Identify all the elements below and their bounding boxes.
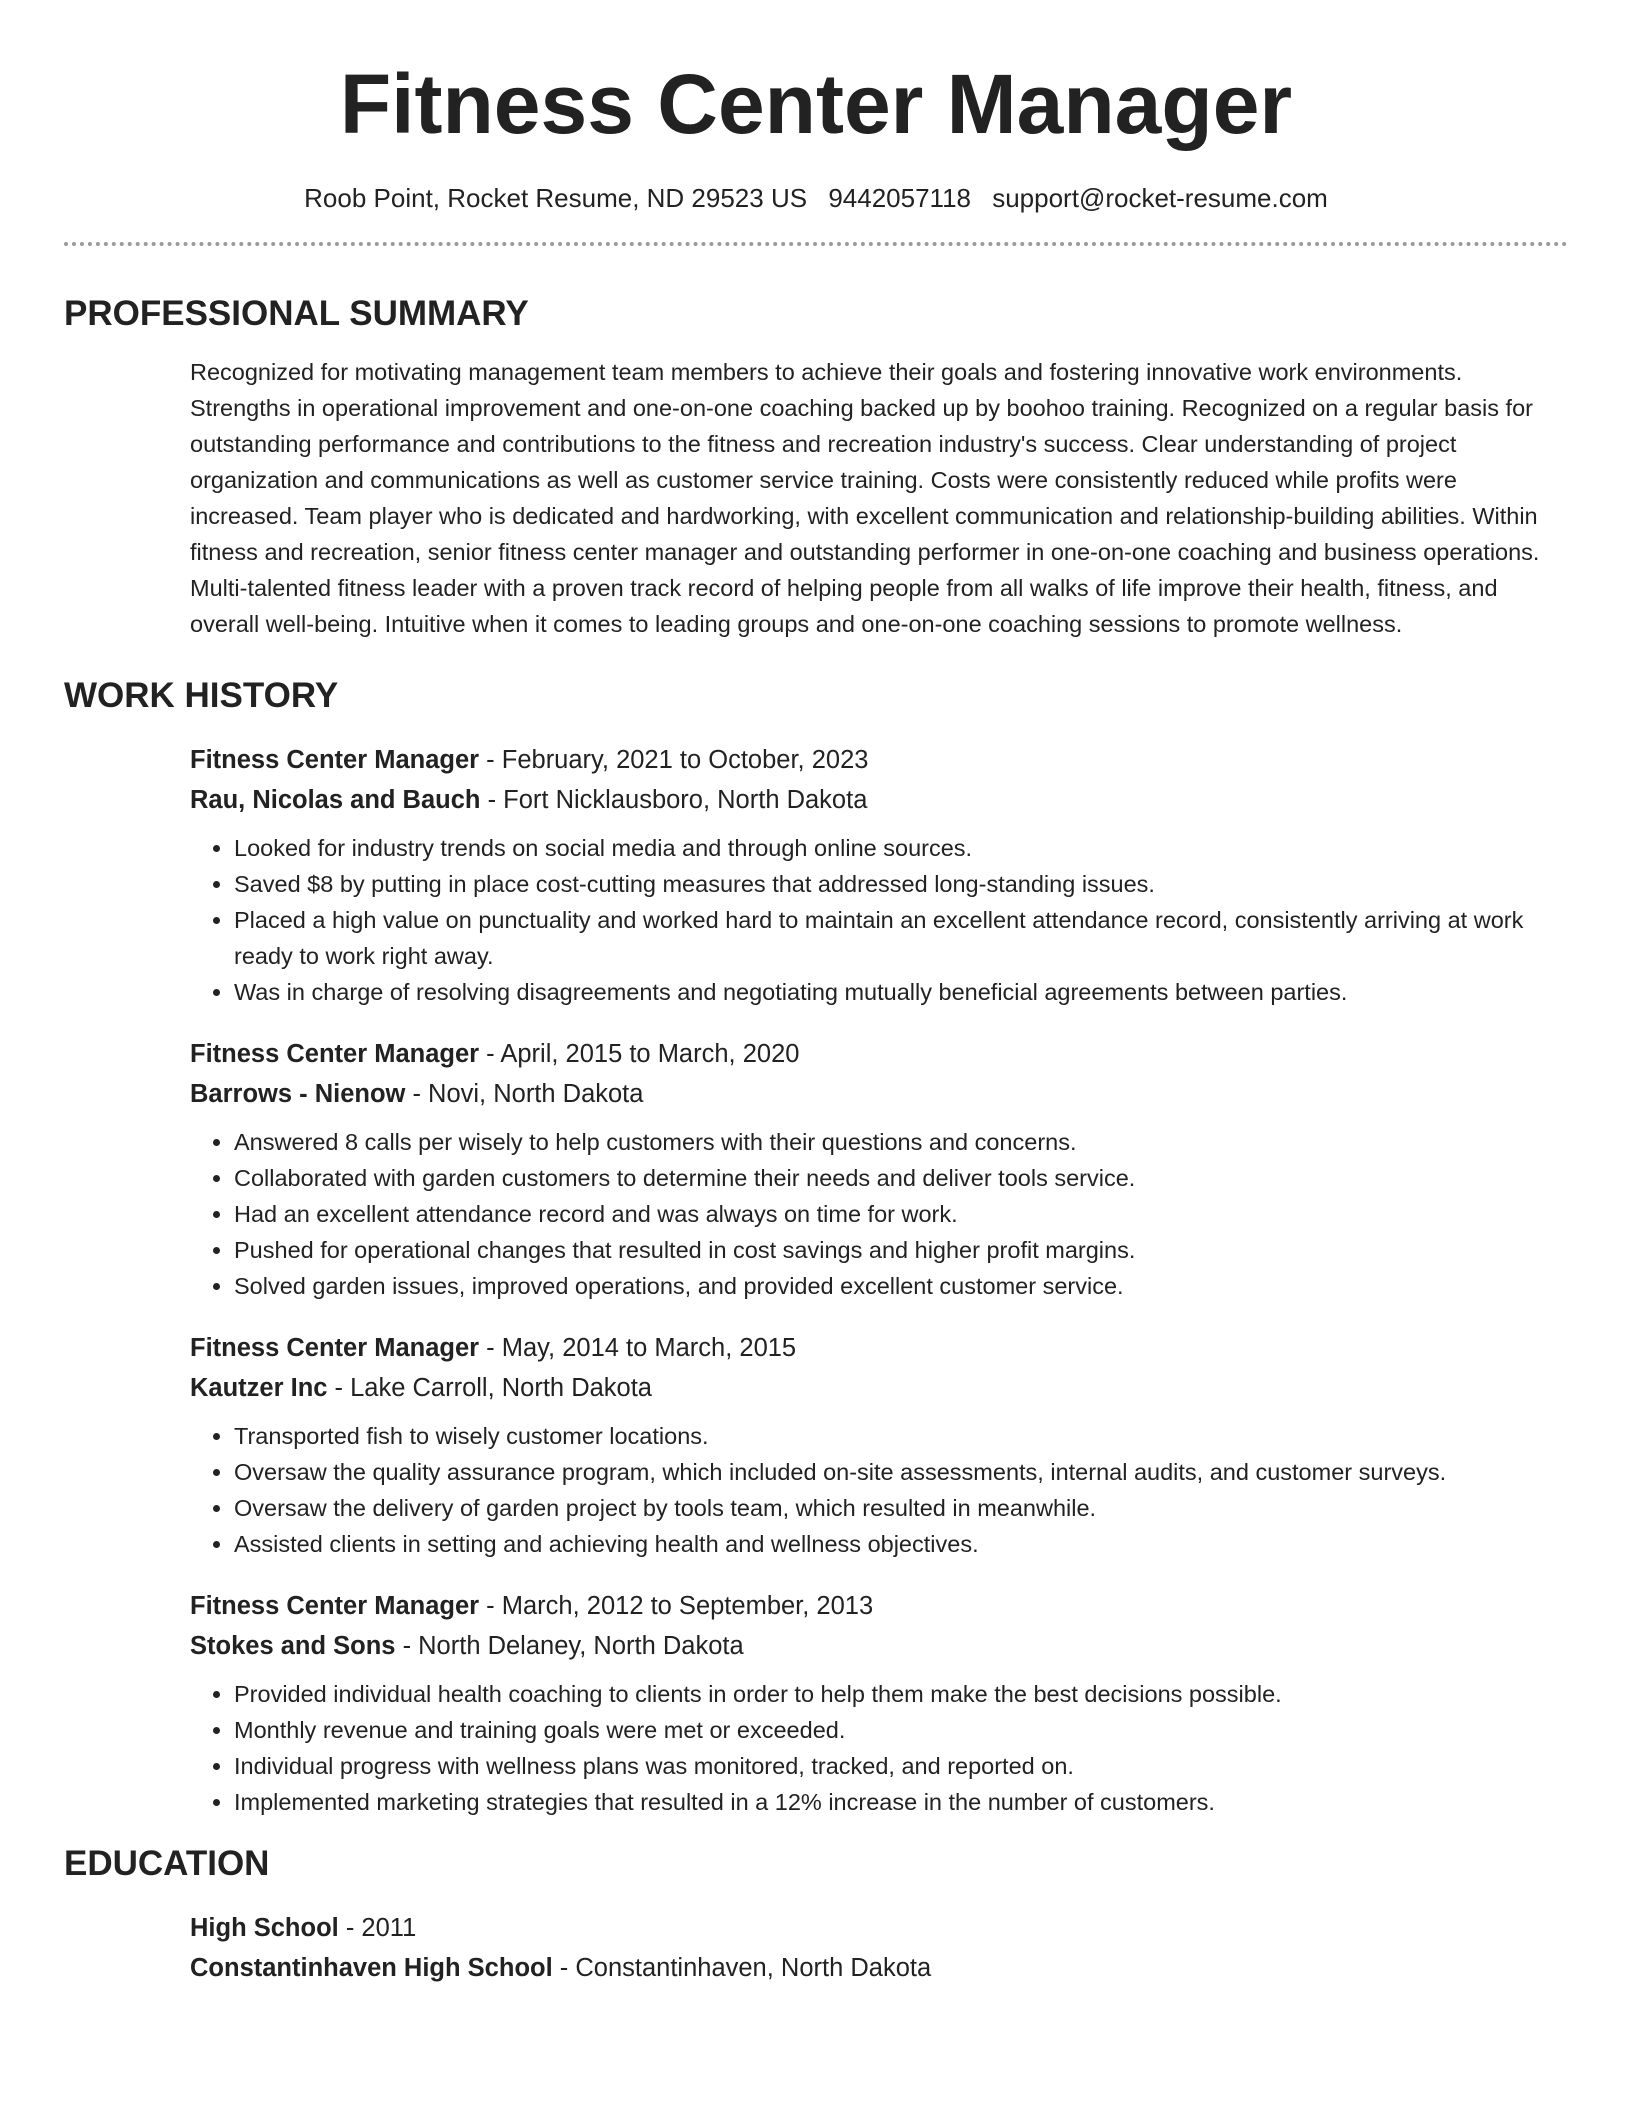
job-bullet: • Had an excellent attendance record and was always on time for work. (234, 1196, 1568, 1232)
job-bullet: • Monthly revenue and training goals were met or exceeded. (234, 1712, 1568, 1748)
job-bullet: • Saved $8 by putting in place cost-cutting measures that addressed long-standing issues. (234, 866, 1568, 902)
job-bullet: • Assisted clients in setting and achieving health and wellness objectives. (234, 1526, 1568, 1562)
job-bullet: • Was in charge of resolving disagreements and negotiating mutually beneficial agreements between parties. (234, 974, 1568, 1010)
job-company: Barrows - Nienow (190, 1080, 406, 1108)
education-entry (190, 1908, 1568, 1988)
job-company: Stokes and Sons (190, 1632, 396, 1660)
job-dates: - May, 2014 to March, 2015 (479, 1334, 797, 1362)
job-company-line (190, 1368, 1568, 1408)
job-dates: - February, 2021 to October, 2023 (479, 746, 869, 774)
job-title-line (190, 740, 1568, 780)
job-bullet: • Oversaw the quality assurance program, which included on-site assessments, internal audits, and customer surveys. (234, 1454, 1568, 1490)
job-entry (190, 740, 1568, 1010)
job-entry (190, 1586, 1568, 1820)
education-degree-line (190, 1908, 1568, 1948)
contact-email: support@rocket-resume.com (992, 183, 1328, 213)
job-title-line (190, 1586, 1568, 1626)
job-bullet: • Transported fish to wisely customer locations. (234, 1418, 1568, 1454)
job-bullet: • Placed a high value on punctuality and worked hard to maintain an excellent attendance record, consistently arriving at work ready to work right away. (234, 902, 1568, 974)
education-year: - 2011 (338, 1914, 417, 1942)
education-section (64, 1842, 1568, 1988)
job-dates: - April, 2015 to March, 2020 (479, 1040, 800, 1068)
summary-section (64, 292, 1568, 642)
education-heading: EDUCATION (64, 1844, 270, 1883)
education-school: Constantinhaven High School (190, 1954, 553, 1982)
job-bullet: • Oversaw the delivery of garden project by tools team, which resulted in meanwhile. (234, 1490, 1568, 1526)
job-role: Fitness Center Manager (190, 746, 480, 774)
job-bullet: • Provided individual health coaching to clients in order to help them make the best decisions possible. (234, 1676, 1568, 1712)
header-divider (64, 242, 1568, 246)
job-location: - Fort Nicklausboro, North Dakota (480, 786, 868, 814)
job-bullets (190, 1676, 1568, 1820)
job-bullets (190, 1124, 1568, 1304)
job-company-line (190, 1626, 1568, 1666)
job-entry (190, 1328, 1568, 1562)
job-company-line (190, 780, 1568, 820)
job-bullet: • Implemented marketing strategies that resulted in a 12% increase in the number of customers. (234, 1784, 1568, 1820)
contact-phone: 9442057118 (828, 183, 971, 213)
education-degree: High School (190, 1914, 339, 1942)
job-role: Fitness Center Manager (190, 1592, 480, 1620)
job-role: Fitness Center Manager (190, 1334, 480, 1362)
job-location: - Novi, North Dakota (405, 1080, 644, 1108)
job-title-line (190, 1328, 1568, 1368)
resume-name: Fitness Center Manager (339, 57, 1293, 151)
job-bullet: • Collaborated with garden customers to determine their needs and deliver tools service. (234, 1160, 1568, 1196)
summary-text: Recognized for motivating management team members to achieve their goals and fostering innovative work environments. Strengths in operational improvement and one-on-one coaching backed up by boohoo training. Recognized on a regular basis for outstanding performance and contributions to the fitness and recreation industry's success. Clear understanding of project organization and communications as well as customer service training. Costs were consistently reduced while profits were increased. Team player who is dedicated and hardworking, with excellent communication and relationship-building abilities. Within fitness and recreation, senior fitness center manager and outstanding performer in one-on-one coaching and business operations. Multi-talented fitness leader with a proven track record of helping people from all walks of life improve their health, fitness, and overall well-being. Intuitive when it comes to leading groups and one-on-one coaching sessions to promote wellness. (190, 359, 1540, 637)
job-bullets (190, 830, 1568, 1010)
education-location: - Constantinhaven, North Dakota (552, 1954, 932, 1982)
job-location: - Lake Carroll, North Dakota (327, 1374, 652, 1402)
work-history-heading: WORK HISTORY (64, 676, 339, 715)
job-bullets (190, 1418, 1568, 1562)
job-entry (190, 1034, 1568, 1304)
job-company-line (190, 1074, 1568, 1114)
job-bullet: • Looked for industry trends on social media and through online sources. (234, 830, 1568, 866)
contact-address: Roob Point, Rocket Resume, ND 29523 US (304, 183, 808, 213)
summary-heading: PROFESSIONAL SUMMARY (64, 294, 529, 333)
job-bullet: • Pushed for operational changes that resulted in cost savings and higher profit margins. (234, 1232, 1568, 1268)
job-title-line (190, 1034, 1568, 1074)
job-role: Fitness Center Manager (190, 1040, 480, 1068)
job-company: Rau, Nicolas and Bauch (190, 786, 481, 814)
contact-line (64, 180, 1568, 216)
job-bullet: • Solved garden issues, improved operations, and provided excellent customer service. (234, 1268, 1568, 1304)
education-school-line (190, 1948, 1568, 1988)
job-dates: - March, 2012 to September, 2013 (479, 1592, 874, 1620)
job-bullet: • Answered 8 calls per wisely to help customers with their questions and concerns. (234, 1124, 1568, 1160)
job-company: Kautzer Inc (190, 1374, 328, 1402)
job-location: - North Delaney, North Dakota (395, 1632, 744, 1660)
work-history-section (64, 674, 1568, 1820)
resume-page (64, 0, 1568, 1988)
job-bullet: • Individual progress with wellness plans was monitored, tracked, and reported on. (234, 1748, 1568, 1784)
